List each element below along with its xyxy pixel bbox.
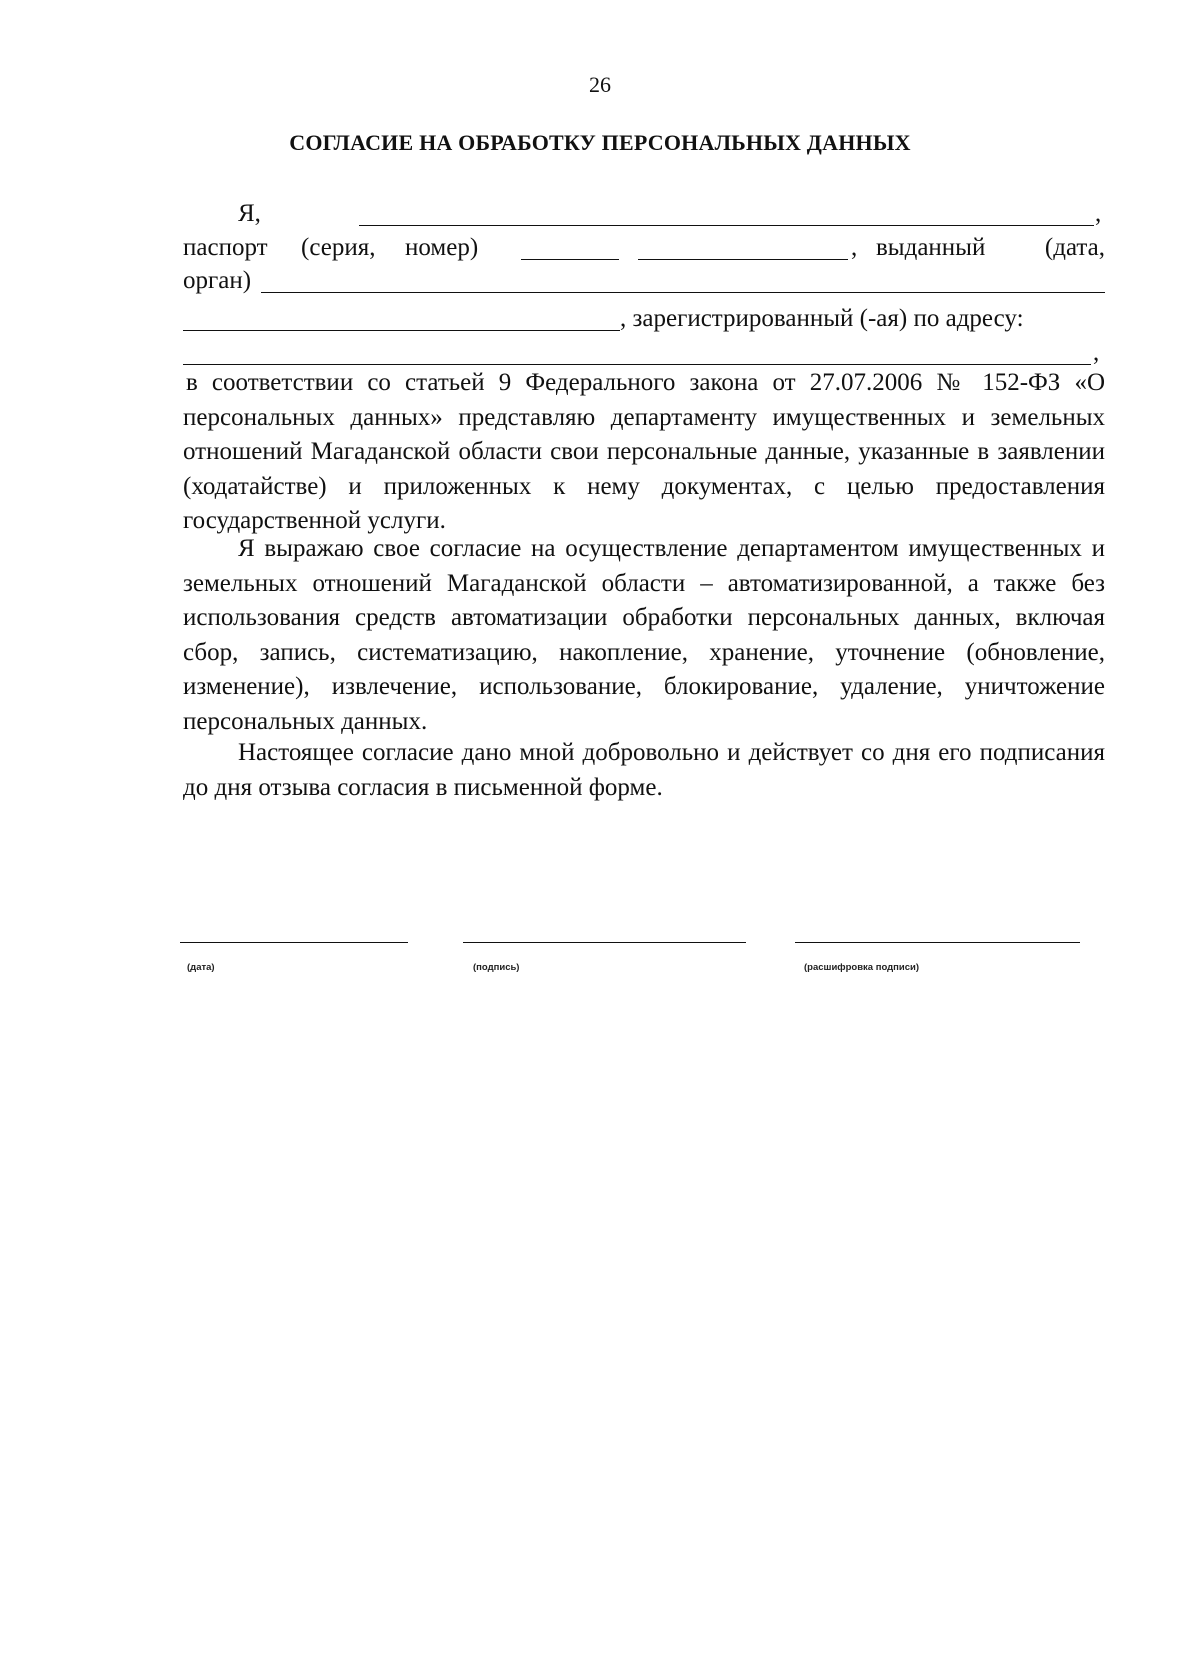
document-title: СОГЛАСИЕ НА ОБРАБОТКУ ПЕРСОНАЛЬНЫХ ДАННЫХ bbox=[289, 130, 911, 155]
issuing-organ-field[interactable] bbox=[261, 268, 1105, 293]
passport-label-3: номер) bbox=[405, 234, 479, 261]
signature-field[interactable] bbox=[463, 942, 746, 943]
passport-label-1: паспорт bbox=[183, 234, 268, 261]
passport-comma: , bbox=[851, 234, 858, 261]
registered-label: , зарегистрированный (-ая) по адресу: bbox=[620, 305, 1024, 332]
page-number: 26 bbox=[589, 72, 611, 97]
passport-label-2: (серия, bbox=[301, 234, 376, 261]
full-name-field[interactable] bbox=[359, 201, 1094, 226]
name-comma: , bbox=[1095, 200, 1102, 227]
passport-line bbox=[183, 231, 1105, 265]
address-line bbox=[183, 336, 1105, 370]
address-comma: , bbox=[1093, 339, 1100, 366]
passport-number-field[interactable] bbox=[638, 235, 848, 260]
organ-label: орган) bbox=[183, 267, 252, 294]
signature-decode-field[interactable] bbox=[795, 942, 1080, 943]
signature-caption: (подпись) bbox=[473, 962, 520, 973]
name-line bbox=[183, 197, 1105, 231]
issued-label-1: выданный bbox=[876, 234, 986, 261]
passport-series-field[interactable] bbox=[521, 235, 619, 260]
date-caption: (дата) bbox=[187, 962, 215, 973]
ya-label: Я, bbox=[238, 200, 261, 227]
registered-line bbox=[183, 302, 1105, 336]
address-field[interactable] bbox=[183, 340, 1091, 365]
signature-decode-caption: (расшифровка подписи) bbox=[804, 962, 920, 973]
date-signature-field[interactable] bbox=[180, 942, 408, 943]
paragraph-consent-scope: Я выражаю свое согласие на осуществление департаментом имущественных и земельных отношений Магаданской области – автоматизированной, а также без использования средств автоматизации обработки персональных данных, включая сбор, запись, систематизацию, накопление, хранение, уточнение (обновление, изменение), извлечение, использование, блокирование, удаление, уничтожение персональных данных. bbox=[183, 535, 1105, 735]
issuing-organ-field-cont[interactable] bbox=[183, 306, 620, 331]
issued-label-2: (дата, bbox=[1044, 234, 1105, 261]
paragraph-legal-basis: в соответствии со статьей 9 Федерального закона от 27.07.2006 № 152-ФЗ «О персональных данных» представляю департаменту имущественных и земельных отношений Магаданской области свои персональные данные, указанные в заявлении (ходатайстве) и приложенных к нему документах, с целью предоставления государственной услуги. bbox=[183, 369, 1105, 534]
organ-line bbox=[183, 264, 1105, 298]
paragraph-validity: Настоящее согласие дано мной добровольно и действует со дня его подписания до дня отзыва согласия в письменной форме. bbox=[183, 739, 1105, 801]
